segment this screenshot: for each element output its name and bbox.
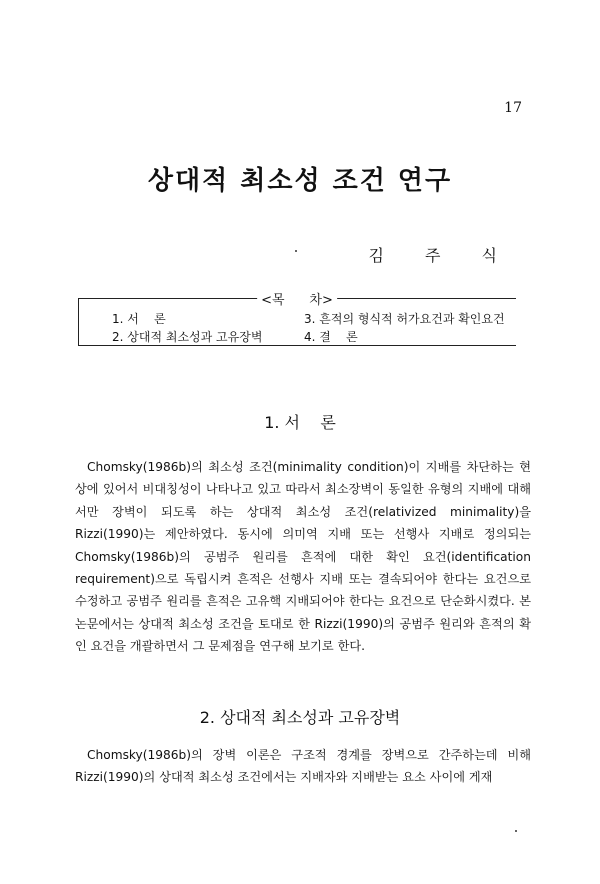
section-heading-relativized-minimality: 2. 상대적 최소성과 고유장벽: [199, 708, 401, 727]
body-paragraph-relativized-minimality: Chomsky(1986b)의 장벽 이론은 구조적 경계를 장벽으로 간주하는데 비해 Rizzi(1990)의 상대적 최소성 조건에서는 지배자와 지배받는 요소 사이에 게재: [75, 748, 531, 785]
section-heading-intro: 1. 서 론: [264, 413, 336, 432]
body-paragraph-intro: Chomsky(1986b)의 최소성 조건(minimality condition)이 지배를 차단하는 현상에 있어서 비대칭성이 나타나고 있고 따라서 최소장벽이 동일한 유형의 지배에 대해서만 장벽이 되도록 하는 상대적 최소성 조건(relativized minimality)을 Rizzi(1990)는 제안하였다. 동시에 의미역 지배 또는 선행사 지배로 정의되는 Chomsky(1986b)의 공범주 원리를 흔적에 대한 확인 요건(identification requirement)으로 독립시켜 흔적은 선행사 지배 또는 결속되어야 한다는 요건으로 수정하고 공범주 원리를 흔적은 고유핵 지배되어야 한다는 요건으로 단순화시켰다. 본 논문에서는 상대적 최소성 조건을 토대로 한 Rizzi(1990)의 공범주 원리와 흔적의 확인 요건을 개괄하면서 그 문제점을 연구해 보기로 한다.: [75, 460, 531, 654]
paper-title: 상대적 최소성 조건 연구: [147, 166, 453, 196]
toc-header: <목 차>: [257, 289, 337, 308]
author-name: 김 주 식: [368, 246, 515, 265]
toc-item-1: 1. 서 론: [112, 312, 166, 326]
toc-left-rule: [78, 298, 79, 346]
toc-item-3: 3. 흔적의 형식적 허가요건과 확인요건: [304, 312, 505, 326]
scan-speck: [515, 830, 517, 832]
toc-bottom-rule: [78, 345, 516, 346]
scan-speck: [295, 250, 297, 252]
page-number: 17: [504, 100, 522, 116]
toc-item-4: 4. 결 론: [304, 330, 358, 344]
table-of-contents: [78, 293, 516, 346]
toc-item-2: 2. 상대적 최소성과 고유장벽: [112, 330, 263, 344]
